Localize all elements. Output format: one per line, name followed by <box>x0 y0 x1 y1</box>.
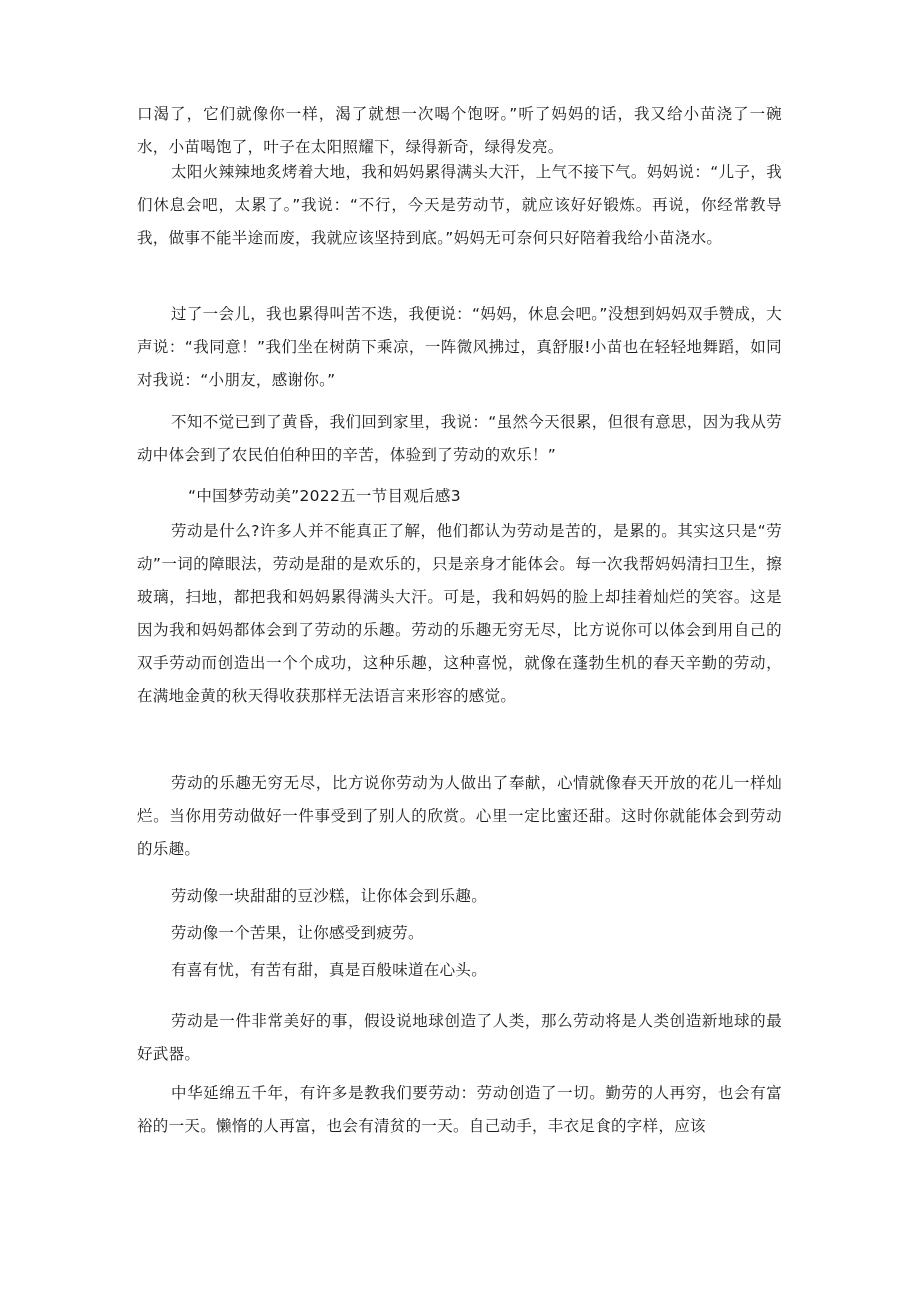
paragraph-6: 劳动的乐趣无穷无尽，比方说你劳动为人做出了奉献，心情就像春天开放的花儿一样灿烂。当你用劳动做好一件事受到了别人的欣赏。心里一定比蜜还甜。这时你就能体会到劳动的乐趣。 <box>137 774 782 858</box>
section-heading: “中国梦劳动美”2022五一节目观后感3 <box>188 487 461 505</box>
paragraph-8: 劳动像一个苦果，让你感受到疲劳。 <box>171 924 424 942</box>
paragraph-11: 中华延绵五千年，有许多是教我们要劳动：劳动创造了一切。勤劳的人再穷，也会有富裕的一天。懒惰的人再富，也会有清贫的一天。自己动手，丰衣足食的字样，应该 <box>137 1084 782 1135</box>
paragraph-7: 劳动像一块甜甜的豆沙糕，让你体会到乐趣。 <box>171 887 488 905</box>
paragraph-10: 劳动是一件非常美好的事，假设说地球创造了人类，那么劳动将是人类创造新地球的最好武器。 <box>137 1012 782 1063</box>
paragraph-2: 太阳火辣辣地炙烤着大地，我和妈妈累得满头大汗，上气不接下气。妈妈说：“儿子，我们休息会吧，太累了。”我说：“不行，今天是劳动节，就应该好好锻炼。再说，你经常教导我，做事不能半途而废，我就应该坚持到底。”妈妈无可奈何只好陪着我给小苗浇水。 <box>137 163 782 247</box>
paragraph-9: 有喜有忧，有苦有甜，真是百般味道在心头。 <box>171 961 488 979</box>
paragraph-4: 不知不觉已到了黄昏，我们回到家里，我说：“虽然今天很累，但很有意思，因为我从劳动中体会到了农民伯伯种田的辛苦，体验到了劳动的欢乐！” <box>137 413 782 464</box>
paragraph-5: 劳动是什么?许多人并不能真正了解，他们都认为劳动是苦的，是累的。其实这只是“劳动”一词的障眼法，劳动是甜的是欢乐的，只是亲身才能体会。每一次我帮妈妈清扫卫生，擦玻璃，扫地，都把我和妈妈累得满头大汗。可是，我和妈妈的脸上却挂着灿烂的笑容。这是因为我和妈妈都体会到了劳动的乐趣。劳动的乐趣无穷无尽，比方说你可以体会到用自己的双手劳动而创造出一个个成功，这种乐趣，这种喜悦，就像在蓬勃生机的春天辛勤的劳动，在满地金黄的秋天得收获那样无法语言来形容的感觉。 <box>137 522 782 705</box>
paragraph-1: 口渴了，它们就像你一样，渴了就想一次喝个饱呀。”听了妈妈的话，我又给小苗浇了一碗水，小苗喝饱了，叶子在太阳照耀下，绿得新奇，绿得发亮。 <box>137 105 782 156</box>
paragraph-3: 过了一会儿，我也累得叫苦不迭，我便说：“妈妈，休息会吧。”没想到妈妈双手赞成，大声说：“我同意！”我们坐在树荫下乘凉，一阵微风拂过，真舒服!小苗也在轻轻地舞蹈，如同对我说：“小朋友，感谢你。” <box>137 305 782 389</box>
